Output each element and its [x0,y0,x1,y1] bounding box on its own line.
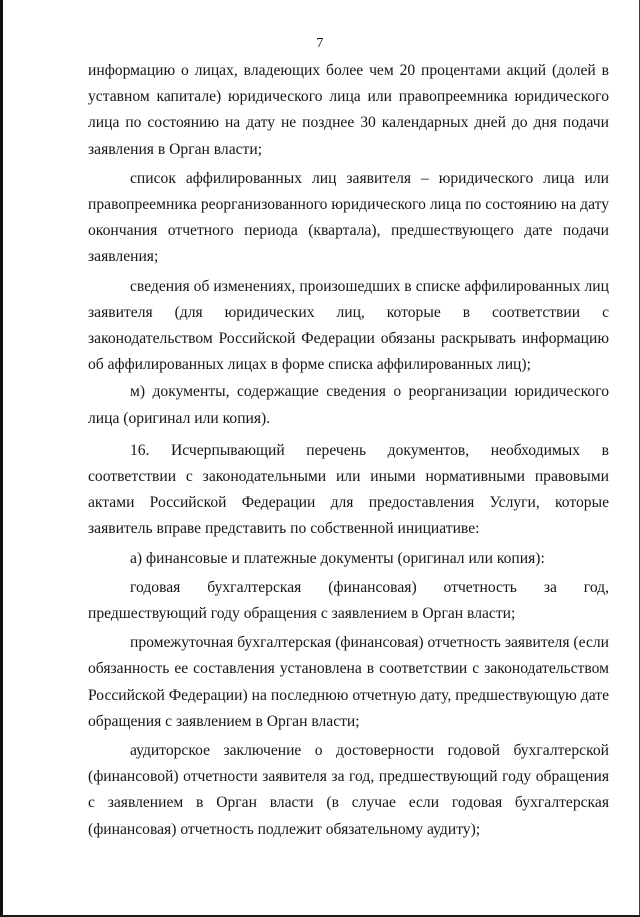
paragraph-section-16: 16. Исчерпывающий перечень документов, необходимых в соответствии с законодательными или иными нормативными правовыми актами Российской Федерации для предоставления Услуги, которые заявитель вправе представить по собственной инициативе: [88,441,609,538]
document-body [88,58,609,843]
page-number: 7 [316,36,324,51]
paragraph-audit-report: аудиторское заключение о достоверности годовой бухгалтерской (финансовой) отчетности заявителя за год, предшествующий году обращения с заявлением в Орган власти (в случае если годовая бухгалтерская (финансовая) отчетность подлежит обязательному аудиту); [88,742,609,838]
paragraph-annual-reporting: годовая бухгалтерская (финансовая) отчетность за год, предшествующий году обращения с заявлением в Орган власти; [88,578,609,623]
paragraph-interim-reporting: промежуточная бухгалтерская (финансовая) отчетность заявителя (если обязанность ее составления установлена в соответствии с законодательством Российской Федерации) на последнюю отчетную дату, предшествующую дате обращения с заявлением в Орган власти; [88,634,609,730]
paragraph-affiliated-list: список аффилированных лиц заявителя – юридического лица или правопреемника реорганизованного юридического лица по состоянию на дату окончания отчетного периода (квартала), предшествующего дате подачи заявления; [88,169,609,266]
scan-edge-left [0,0,3,917]
paragraph-affiliated-changes: сведения об изменениях, произошедших в списке аффилированных лиц заявителя (для юридических лиц, которые в соответствии с законодательством Российской Федерации обязаны раскрывать информацию об аффилированных лицах в форме списка аффилированных лиц); [88,277,609,374]
paragraph-item-a: а) финансовые и платежные документы (оригинал или копия): [130,549,545,567]
paragraph-item-m: м) документы, содержащие сведения о реорганизации юридического лица (оригинал или копия). [88,383,609,427]
paragraph-shareholders-info: информацию о лицах, владеющих более чем 20 процентами акций (долей в уставном капитале) юридического лица или правопреемника юридического лица по состоянию на дату не позднее 30 календарных дней до дня подачи заявления в Орган власти; [88,62,609,158]
